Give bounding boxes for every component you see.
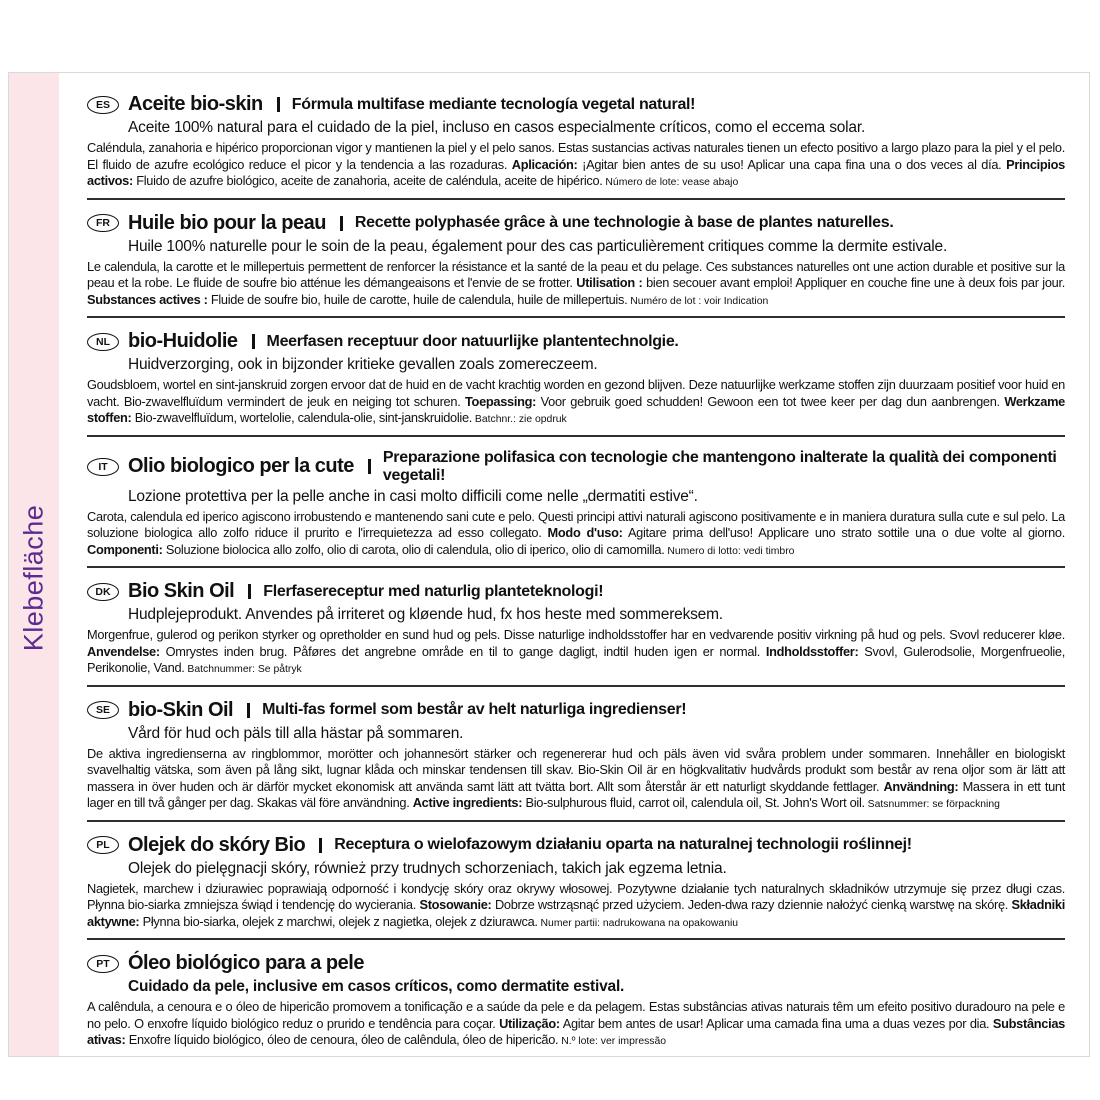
- section-body-text: [87, 377, 1065, 429]
- body-text-segment: Agitare prima dell'uso! Applicare uno strato sottile una o due volte al giorno.: [622, 525, 1065, 540]
- body-bold-label: Anvendelse:: [87, 643, 160, 659]
- body-text-segment: Morgenfrue, gulerod og perikon styrker og opretholder en sund hud og pels. Disse naturlige indholdsstoffer har en vedvarende positiv virkning på hud og pels. Svovl reducerer kløe.: [87, 627, 1065, 642]
- body-bold-label: Utilização:: [499, 1015, 560, 1031]
- section-subtitle: Olejek do pielęgnacji skóry, również przy trudnych schorzeniach, takich jak egzema letnia.: [128, 859, 727, 877]
- section-subtitle: Lozione protettiva per la pelle anche in casi molto difficili come nelle „dermatiti estive“.: [128, 487, 698, 505]
- body-text-segment: Omrystes inden brug. Påføres det angrebne område en til to gange dagligt, indtil huden igen er normal.: [159, 643, 766, 659]
- section-subtitle: Vård för hud och päls till alla hästar på sommaren.: [128, 724, 464, 742]
- section-body-text: [87, 140, 1065, 192]
- title-separator-bar: [252, 334, 255, 349]
- section-title: bio-Skin Oil: [128, 698, 234, 721]
- section-tagline: Multi-fas formel som består av helt naturliga ingredienser!: [262, 701, 687, 718]
- lot-number-note: Numero di lotto: vedi timbro: [664, 545, 795, 557]
- section-body-text: [87, 999, 1065, 1051]
- body-text-segment: Carota, calendula ed iperico agiscono irrobustendo e mantenendo sani cute e pelo. Questi principi attivi naturali agiscono positivamente e in maniera duratura sulla cute e sul pelo. La soluzione biologica allo zolfo riduce il prurito e l'irrequietezza ad esso collegato.: [87, 508, 1065, 540]
- section-title: Olio biologico per la cute: [128, 455, 354, 477]
- language-section: [87, 212, 1065, 319]
- body-text-segment: Soluzione biolocica allo zolfo, olio di carota, olio di calendula, olio di iperico, olio di camomilla.: [162, 541, 665, 557]
- section-title-row: [87, 449, 1065, 485]
- body-bold-label: Utilisation :: [576, 275, 643, 290]
- section-body-text: [87, 627, 1065, 679]
- section-subtitle: Huidverzorging, ook in bijzonder kritieke gevallen zoals zomereczeem.: [128, 356, 598, 373]
- section-title: Huile bio pour la peau: [128, 211, 326, 234]
- section-body-text: [87, 746, 1065, 814]
- language-section: [87, 834, 1065, 941]
- language-badge-icon: IT: [87, 458, 119, 476]
- body-text-segment: Bio-zwavelfluïdum, wortelolie, calendula-olie, sint-janskruidolie.: [131, 410, 473, 425]
- section-title: Olejek do skóry Bio: [128, 833, 306, 856]
- section-tagline: Fórmula multifase mediante tecnología vegetal natural!: [291, 95, 696, 113]
- lot-number-note: N.º lote: ver impressão: [558, 1036, 667, 1047]
- body-text-segment: Enxofre líquido biológico, óleo de cenoura, óleo de calêndula, óleo de hipericão.: [125, 1032, 559, 1047]
- lot-number-note: Numer partii: nadrukowana na opakowaniu: [537, 917, 739, 929]
- section-divider: [87, 820, 1065, 822]
- body-text-segment: Le calendula, la carotte et le millepertuis permettent de renforcer la résistance et la santé de la peau et du pelage. Ces substances naturelles ont une action durable et positive sur la peau et la robe. Le fluide de soufre bio atténue les démangeaisons et l'envie de se frotter.: [87, 258, 1065, 290]
- lot-number-note: Batchnummer: Se påtryk: [184, 664, 302, 675]
- title-separator-bar: [368, 459, 371, 474]
- section-subtitle: Cuidado da pele, inclusive em casos críticos, como dermatite estival.: [128, 978, 625, 995]
- body-text-segment: De aktiva ingredienserna av ringblommor, morötter och johannesört stärker och regenererar hud och päls även vid svåra problem under sommaren. Innehåller en biologiskt svavelhaltig vätska, som även på lång sikt, lugnar klåda och minskar tendensen till skav. Bio-Skin Oil är en högkvalitativ hudvårds produkt som består av rena oljor som är lätt att massera in över huden och är därför mycket ekonomisk att använda samt lätt att tvätta bort. Allt som återstår är ett naturligt skyddande fettlager.: [87, 745, 1065, 794]
- body-text-segment: Fluido de azufre biológico, aceite de zanahoria, aceite de caléndula, aceite de hipérico.: [132, 173, 603, 188]
- body-bold-label: Användning:: [883, 778, 959, 794]
- body-bold-label: Substances actives :: [87, 291, 208, 307]
- body-bold-label: Werkzame stoffen:: [87, 393, 1065, 425]
- title-separator-bar: [319, 838, 322, 853]
- body-text-segment: Svovl, Gulerodsolie, Morgenfrueolie, Perikonolie, Vand.: [87, 643, 1065, 675]
- section-tagline: Receptura o wielofazowym działaniu oparta na naturalnej technologii roślinnej!: [334, 836, 912, 853]
- language-badge-icon: PL: [87, 836, 119, 854]
- lot-number-note: Satsnummer: se förpackning: [864, 799, 1000, 810]
- body-text-segment: Caléndula, zanahoria e hipérico proporcionan vigor y mantienen la piel y el pelo sanos. Estas sustancias activas naturales tienen un efecto positivo a largo plazo para la piel y el pelo. El fluido de azufre ecológico reduce el picor y la tendencia a las rozaduras.: [87, 140, 1065, 172]
- section-divider: [87, 566, 1065, 568]
- title-separator-bar: [248, 584, 251, 599]
- section-divider: [87, 938, 1065, 940]
- section-subtitle: Huile 100% naturelle pour le soin de la peau, également pour des cas particulièrement critiques comme la dermite estivale.: [128, 237, 948, 255]
- body-text-segment: ¡Agitar bien antes de su uso! Aplicar una capa fina una o dos veces al día.: [577, 156, 1007, 172]
- lot-number-note: Numéro de lot : voir Indication: [627, 295, 769, 307]
- language-badge-icon: ES: [87, 96, 119, 114]
- body-bold-label: Składniki aktywne:: [87, 897, 1065, 929]
- language-badge-icon: PT: [87, 955, 119, 973]
- language-badge-icon: SE: [87, 701, 119, 719]
- product-label: [8, 72, 1090, 1057]
- adhesive-strip: [9, 73, 59, 1056]
- body-text-segment: Bio-sulphurous fluid, carrot oil, calendula oil, St. John's Wort oil.: [522, 795, 865, 810]
- section-body-text: [87, 881, 1065, 933]
- section-title-row: [87, 580, 1065, 603]
- body-text-segment: Nagietek, marchew i dziurawiec poprawiają odporność i kondycję skóry oraz okrywy włosowej. Pozytywne działanie tych naturalnych składników utrzymuje się przez długi czas. Płynna bio-siarka zmniejsza świąd i tendencję do wycierania.: [87, 880, 1065, 912]
- language-section: [87, 699, 1065, 822]
- section-title: Aceite bio-skin: [128, 93, 263, 115]
- section-subtitle: Hudplejeprodukt. Anvendes på irriteret og kløende hud, fx hos heste med sommereksem.: [128, 606, 723, 623]
- lot-number-note: Batchnr.: zie opdruk: [472, 414, 567, 425]
- body-bold-label: Substâncias ativas:: [87, 1015, 1065, 1047]
- section-title-row: [87, 952, 1065, 975]
- body-text-segment: Dobrze wstrząsnąć przed użyciem. Jeden-dwa razy dziennie nałożyć cienką warstwę na skórę.: [491, 897, 1012, 912]
- language-section: [87, 449, 1065, 569]
- section-title-row: [87, 93, 1065, 116]
- title-separator-bar: [340, 216, 343, 231]
- section-title: bio-Huidolie: [128, 330, 238, 352]
- adhesive-strip-label: Klebefläche: [18, 504, 49, 652]
- section-body-text: [87, 259, 1065, 311]
- body-bold-label: Componenti:: [87, 541, 163, 557]
- body-bold-label: Principios activos:: [87, 156, 1065, 188]
- body-text-segment: Voor gebruik goed schudden! Gewoon een tot twee keer per dag dun aanbrengen.: [536, 393, 1005, 409]
- section-title-row: [87, 834, 1065, 857]
- section-tagline: Meerfasen receptuur door natuurlijke plantentechnolgie.: [266, 332, 679, 350]
- body-bold-label: Modo d'uso:: [547, 525, 623, 540]
- body-text-segment: Agitar bem antes de usar! Aplicar uma camada fina uma a duas vezes por dia.: [559, 1015, 993, 1031]
- language-badge-icon: NL: [87, 333, 119, 351]
- title-separator-bar: [277, 97, 280, 112]
- section-divider: [87, 198, 1065, 200]
- body-bold-label: Toepassing:: [464, 393, 537, 409]
- section-title-row: [87, 330, 1065, 353]
- section-divider: [87, 435, 1065, 437]
- section-title-row: [87, 212, 1065, 235]
- body-bold-label: Indholdsstoffer:: [765, 643, 859, 659]
- language-section: [87, 93, 1065, 200]
- title-separator-bar: [247, 703, 250, 718]
- section-body-text: [87, 509, 1065, 561]
- body-text-segment: Fluide de soufre bio, huile de carotte, huile de calendula, huile de millepertuis.: [207, 291, 628, 307]
- body-text-segment: A calêndula, a cenoura e o óleo de hipericão promovem a tonificação e a saúde da pele e da pelagem. Estas substâncias ativas naturais têm um efeito positivo duradouro na pele e no pelo. O enxofre líquido biológico reduz o prurido e tendência para coçar.: [87, 999, 1065, 1031]
- body-text-segment: bien secouer avant emploi! Appliquer en couche fine une à deux fois par jour.: [642, 275, 1065, 290]
- body-text-segment: Płynna bio-siarka, olejek z marchwi, olejek z nagietka, olejek z dziurawca.: [139, 913, 538, 929]
- section-title: Bio Skin Oil: [128, 580, 235, 602]
- language-badge-icon: DK: [87, 583, 119, 601]
- section-title-row: [87, 699, 1065, 722]
- body-bold-label: Active ingredients:: [412, 795, 523, 810]
- section-tagline: Flerfasereceptur med naturlig planteteknologi!: [263, 582, 604, 600]
- section-subtitle: Aceite 100% natural para el cuidado de la piel, incluso en casos especialmente críticos, como el eccema solar.: [128, 119, 866, 136]
- lot-number-note: Número de lote: vease abajo: [602, 177, 739, 188]
- body-bold-label: Aplicación:: [511, 156, 578, 172]
- language-section: [87, 952, 1065, 1051]
- section-divider: [87, 685, 1065, 687]
- body-text-segment: Massera in ett tunt lager en till två gånger per dag. Skakas väl före användning.: [87, 778, 1065, 810]
- section-divider: [87, 316, 1065, 318]
- language-badge-icon: FR: [87, 214, 119, 232]
- section-title: Óleo biológico para a pele: [128, 952, 364, 974]
- body-bold-label: Stosowanie:: [419, 897, 492, 912]
- language-section: [87, 330, 1065, 437]
- body-text-segment: Goudsbloem, wortel en sint-janskruid zorgen ervoor dat de huid en de vacht krachtig worden en gezond blijven. Deze natuurlijke werkzame stoffen zijn duurzaam positief voor huid en vacht. Bio-zwavelfluïdum vermindert de jeuk en neiging tot schuren.: [87, 377, 1065, 409]
- section-tagline: Preparazione polifasica con tecnologie che mantengono inalterate la qualità dei componenti vegetali!: [382, 448, 1057, 484]
- language-section: [87, 580, 1065, 687]
- label-content: [59, 73, 1089, 1056]
- section-tagline: Recette polyphasée grâce à une technologie à base de plantes naturelles.: [354, 214, 894, 231]
